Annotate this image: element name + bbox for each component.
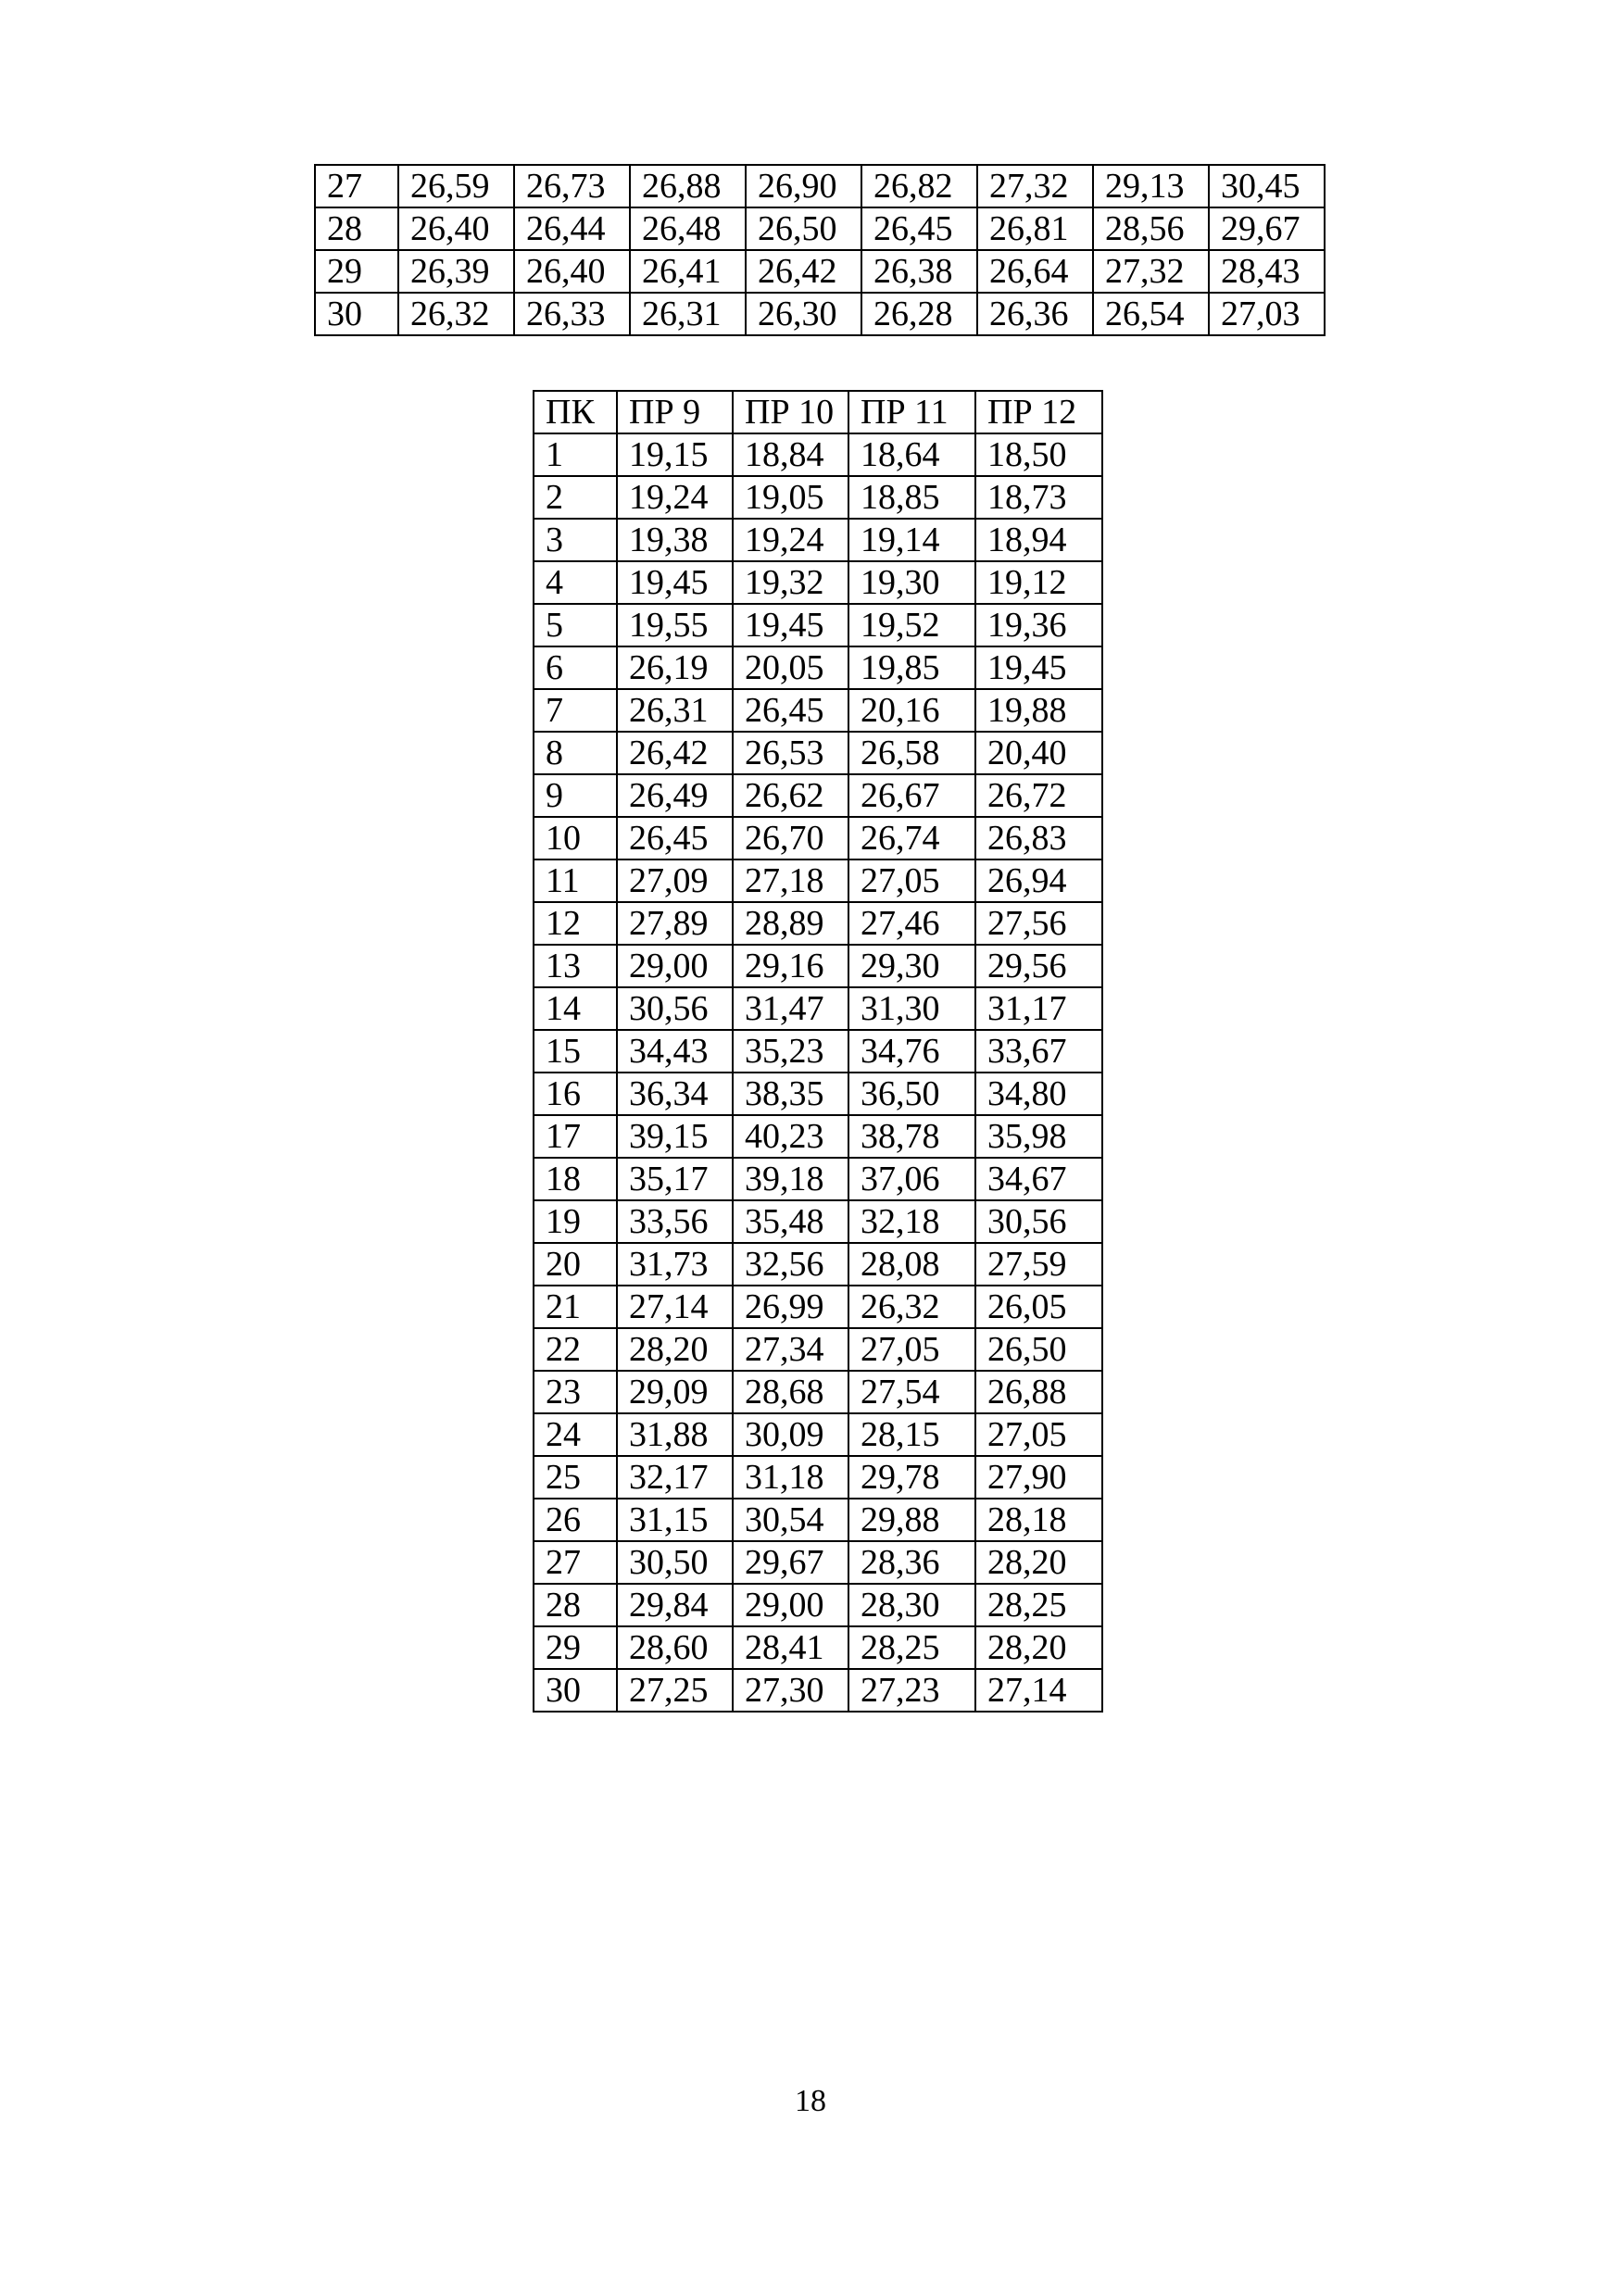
value-cell: 26,62 <box>733 774 848 817</box>
value-cell: 29,09 <box>617 1371 733 1413</box>
value-cell: 26,33 <box>514 293 630 335</box>
value-cell: 28,20 <box>975 1626 1102 1669</box>
value-cell: 19,55 <box>617 604 733 646</box>
value-cell: 26,19 <box>617 646 733 689</box>
value-cell: 27,46 <box>848 902 975 945</box>
value-cell: 26,50 <box>975 1328 1102 1371</box>
value-cell: 18,73 <box>975 476 1102 519</box>
value-cell: 28,43 <box>1209 250 1325 293</box>
value-cell: 26,50 <box>746 207 861 250</box>
header-cell-pr9: ПР 9 <box>617 391 733 433</box>
value-cell: 28,20 <box>975 1541 1102 1584</box>
table-row <box>534 1200 1102 1243</box>
value-cell: 26,39 <box>398 250 514 293</box>
value-cell: 35,17 <box>617 1158 733 1200</box>
value-cell: 35,23 <box>733 1030 848 1073</box>
table-row <box>534 1669 1102 1712</box>
table-row <box>534 476 1102 519</box>
value-cell: 26,81 <box>977 207 1093 250</box>
row-label-cell: 14 <box>534 987 617 1030</box>
table-row <box>534 774 1102 817</box>
value-cell: 27,30 <box>733 1669 848 1712</box>
value-cell: 26,74 <box>848 817 975 859</box>
value-cell: 27,32 <box>1093 250 1209 293</box>
value-cell: 18,94 <box>975 519 1102 561</box>
value-cell: 28,25 <box>848 1626 975 1669</box>
value-cell: 19,14 <box>848 519 975 561</box>
row-label-cell: 30 <box>534 1669 617 1712</box>
value-cell: 33,67 <box>975 1030 1102 1073</box>
value-cell: 31,73 <box>617 1243 733 1286</box>
value-cell: 26,45 <box>733 689 848 732</box>
table-row <box>534 1073 1102 1115</box>
value-cell: 28,60 <box>617 1626 733 1669</box>
value-cell: 32,18 <box>848 1200 975 1243</box>
value-cell: 26,88 <box>630 165 746 207</box>
value-cell: 26,44 <box>514 207 630 250</box>
header-cell-pr10: ПР 10 <box>733 391 848 433</box>
value-cell: 26,94 <box>975 859 1102 902</box>
value-cell: 35,98 <box>975 1115 1102 1158</box>
value-cell: 26,32 <box>398 293 514 335</box>
row-label-cell: 1 <box>534 433 617 476</box>
value-cell: 26,59 <box>398 165 514 207</box>
value-cell: 27,34 <box>733 1328 848 1371</box>
value-cell: 26,32 <box>848 1286 975 1328</box>
value-cell: 34,43 <box>617 1030 733 1073</box>
value-cell: 26,40 <box>398 207 514 250</box>
value-cell: 30,09 <box>733 1413 848 1456</box>
value-cell: 19,15 <box>617 433 733 476</box>
value-cell: 31,47 <box>733 987 848 1030</box>
value-cell: 30,54 <box>733 1499 848 1541</box>
value-cell: 26,45 <box>861 207 977 250</box>
value-cell: 29,56 <box>975 945 1102 987</box>
row-label-cell: 5 <box>534 604 617 646</box>
value-cell: 35,48 <box>733 1200 848 1243</box>
row-label-cell: 25 <box>534 1456 617 1499</box>
value-cell: 29,00 <box>617 945 733 987</box>
value-cell: 27,89 <box>617 902 733 945</box>
main-table-body <box>534 433 1102 1712</box>
value-cell: 28,36 <box>848 1541 975 1584</box>
row-label-cell: 27 <box>315 165 398 207</box>
row-label-cell: 7 <box>534 689 617 732</box>
table-row <box>315 165 1325 207</box>
value-cell: 30,45 <box>1209 165 1325 207</box>
value-cell: 37,06 <box>848 1158 975 1200</box>
value-cell: 27,18 <box>733 859 848 902</box>
value-cell: 19,52 <box>848 604 975 646</box>
value-cell: 27,05 <box>975 1413 1102 1456</box>
row-label-cell: 12 <box>534 902 617 945</box>
row-label-cell: 19 <box>534 1200 617 1243</box>
value-cell: 30,56 <box>975 1200 1102 1243</box>
value-cell: 38,35 <box>733 1073 848 1115</box>
row-label-cell: 21 <box>534 1286 617 1328</box>
value-cell: 18,50 <box>975 433 1102 476</box>
table-row <box>534 689 1102 732</box>
top-data-table <box>314 164 1326 336</box>
value-cell: 27,03 <box>1209 293 1325 335</box>
value-cell: 31,17 <box>975 987 1102 1030</box>
row-label-cell: 27 <box>534 1541 617 1584</box>
main-table-header <box>534 391 1102 433</box>
table-row <box>315 293 1325 335</box>
row-label-cell: 20 <box>534 1243 617 1286</box>
value-cell: 26,31 <box>630 293 746 335</box>
value-cell: 31,18 <box>733 1456 848 1499</box>
table-row <box>315 207 1325 250</box>
row-label-cell: 16 <box>534 1073 617 1115</box>
value-cell: 27,90 <box>975 1456 1102 1499</box>
row-label-cell: 9 <box>534 774 617 817</box>
value-cell: 40,23 <box>733 1115 848 1158</box>
value-cell: 28,25 <box>975 1584 1102 1626</box>
value-cell: 29,30 <box>848 945 975 987</box>
main-data-table <box>533 390 1103 1713</box>
value-cell: 39,18 <box>733 1158 848 1200</box>
value-cell: 38,78 <box>848 1115 975 1158</box>
value-cell: 28,56 <box>1093 207 1209 250</box>
value-cell: 26,38 <box>861 250 977 293</box>
row-label-cell: 30 <box>315 293 398 335</box>
value-cell: 26,42 <box>746 250 861 293</box>
value-cell: 34,76 <box>848 1030 975 1073</box>
row-label-cell: 15 <box>534 1030 617 1073</box>
top-table-body <box>315 165 1325 335</box>
value-cell: 26,73 <box>514 165 630 207</box>
value-cell: 29,67 <box>733 1541 848 1584</box>
table-row <box>534 1371 1102 1413</box>
value-cell: 26,83 <box>975 817 1102 859</box>
value-cell: 31,15 <box>617 1499 733 1541</box>
value-cell: 26,36 <box>977 293 1093 335</box>
value-cell: 26,31 <box>617 689 733 732</box>
table-row <box>534 646 1102 689</box>
value-cell: 27,23 <box>848 1669 975 1712</box>
value-cell: 26,88 <box>975 1371 1102 1413</box>
value-cell: 26,45 <box>617 817 733 859</box>
row-label-cell: 13 <box>534 945 617 987</box>
value-cell: 29,16 <box>733 945 848 987</box>
value-cell: 26,05 <box>975 1286 1102 1328</box>
value-cell: 26,53 <box>733 732 848 774</box>
value-cell: 31,88 <box>617 1413 733 1456</box>
value-cell: 19,88 <box>975 689 1102 732</box>
row-label-cell: 23 <box>534 1371 617 1413</box>
table-row <box>534 1030 1102 1073</box>
page-number: 18 <box>795 2084 826 2118</box>
header-cell-pk: ПК <box>534 391 617 433</box>
row-label-cell: 24 <box>534 1413 617 1456</box>
value-cell: 34,80 <box>975 1073 1102 1115</box>
value-cell: 28,18 <box>975 1499 1102 1541</box>
row-label-cell: 26 <box>534 1499 617 1541</box>
value-cell: 31,30 <box>848 987 975 1030</box>
value-cell: 18,85 <box>848 476 975 519</box>
table-row <box>534 1584 1102 1626</box>
value-cell: 27,14 <box>975 1669 1102 1712</box>
value-cell: 28,08 <box>848 1243 975 1286</box>
row-label-cell: 29 <box>315 250 398 293</box>
table-row <box>534 1328 1102 1371</box>
value-cell: 33,56 <box>617 1200 733 1243</box>
table-row <box>534 1243 1102 1286</box>
value-cell: 30,56 <box>617 987 733 1030</box>
value-cell: 19,45 <box>617 561 733 604</box>
value-cell: 28,30 <box>848 1584 975 1626</box>
table-row <box>534 902 1102 945</box>
value-cell: 18,64 <box>848 433 975 476</box>
value-cell: 27,25 <box>617 1669 733 1712</box>
row-label-cell: 28 <box>534 1584 617 1626</box>
row-label-cell: 11 <box>534 859 617 902</box>
table-row <box>534 1286 1102 1328</box>
value-cell: 19,30 <box>848 561 975 604</box>
value-cell: 20,40 <box>975 732 1102 774</box>
value-cell: 26,40 <box>514 250 630 293</box>
table-row <box>534 1115 1102 1158</box>
table-row <box>534 433 1102 476</box>
value-cell: 26,48 <box>630 207 746 250</box>
value-cell: 28,20 <box>617 1328 733 1371</box>
row-label-cell: 6 <box>534 646 617 689</box>
row-label-cell: 8 <box>534 732 617 774</box>
value-cell: 26,82 <box>861 165 977 207</box>
value-cell: 26,70 <box>733 817 848 859</box>
value-cell: 26,72 <box>975 774 1102 817</box>
row-label-cell: 18 <box>534 1158 617 1200</box>
value-cell: 27,05 <box>848 1328 975 1371</box>
table-row <box>534 1158 1102 1200</box>
table-row <box>534 732 1102 774</box>
header-row <box>534 391 1102 433</box>
row-label-cell: 2 <box>534 476 617 519</box>
value-cell: 26,67 <box>848 774 975 817</box>
value-cell: 29,67 <box>1209 207 1325 250</box>
value-cell: 27,59 <box>975 1243 1102 1286</box>
value-cell: 19,12 <box>975 561 1102 604</box>
row-label-cell: 4 <box>534 561 617 604</box>
value-cell: 29,88 <box>848 1499 975 1541</box>
value-cell: 19,38 <box>617 519 733 561</box>
row-label-cell: 3 <box>534 519 617 561</box>
value-cell: 32,56 <box>733 1243 848 1286</box>
value-cell: 26,42 <box>617 732 733 774</box>
value-cell: 27,54 <box>848 1371 975 1413</box>
value-cell: 30,50 <box>617 1541 733 1584</box>
value-cell: 29,78 <box>848 1456 975 1499</box>
value-cell: 29,13 <box>1093 165 1209 207</box>
value-cell: 19,85 <box>848 646 975 689</box>
value-cell: 29,84 <box>617 1584 733 1626</box>
table-row <box>534 1541 1102 1584</box>
row-label-cell: 28 <box>315 207 398 250</box>
table-row <box>534 1456 1102 1499</box>
value-cell: 29,00 <box>733 1584 848 1626</box>
value-cell: 27,05 <box>848 859 975 902</box>
table-row <box>534 1499 1102 1541</box>
table-row <box>534 945 1102 987</box>
value-cell: 19,24 <box>733 519 848 561</box>
value-cell: 19,36 <box>975 604 1102 646</box>
value-cell: 18,84 <box>733 433 848 476</box>
value-cell: 26,64 <box>977 250 1093 293</box>
table-row <box>534 859 1102 902</box>
value-cell: 20,05 <box>733 646 848 689</box>
row-label-cell: 29 <box>534 1626 617 1669</box>
value-cell: 19,45 <box>733 604 848 646</box>
value-cell: 26,90 <box>746 165 861 207</box>
table-row <box>534 519 1102 561</box>
header-cell-pr12: ПР 12 <box>975 391 1102 433</box>
value-cell: 19,05 <box>733 476 848 519</box>
table-row <box>534 604 1102 646</box>
value-cell: 27,09 <box>617 859 733 902</box>
value-cell: 39,15 <box>617 1115 733 1158</box>
row-label-cell: 10 <box>534 817 617 859</box>
value-cell: 27,56 <box>975 902 1102 945</box>
table-row <box>534 987 1102 1030</box>
value-cell: 32,17 <box>617 1456 733 1499</box>
table-row <box>534 1626 1102 1669</box>
value-cell: 28,68 <box>733 1371 848 1413</box>
value-cell: 36,34 <box>617 1073 733 1115</box>
value-cell: 26,30 <box>746 293 861 335</box>
value-cell: 36,50 <box>848 1073 975 1115</box>
value-cell: 20,16 <box>848 689 975 732</box>
value-cell: 28,41 <box>733 1626 848 1669</box>
value-cell: 19,24 <box>617 476 733 519</box>
row-label-cell: 17 <box>534 1115 617 1158</box>
table-row <box>534 1413 1102 1456</box>
value-cell: 34,67 <box>975 1158 1102 1200</box>
table-row <box>315 250 1325 293</box>
value-cell: 26,41 <box>630 250 746 293</box>
row-label-cell: 22 <box>534 1328 617 1371</box>
header-cell-pr11: ПР 11 <box>848 391 975 433</box>
value-cell: 26,99 <box>733 1286 848 1328</box>
value-cell: 26,54 <box>1093 293 1209 335</box>
value-cell: 19,45 <box>975 646 1102 689</box>
value-cell: 27,14 <box>617 1286 733 1328</box>
value-cell: 19,32 <box>733 561 848 604</box>
value-cell: 26,49 <box>617 774 733 817</box>
value-cell: 28,15 <box>848 1413 975 1456</box>
value-cell: 26,28 <box>861 293 977 335</box>
value-cell: 28,89 <box>733 902 848 945</box>
table-row <box>534 817 1102 859</box>
table-row <box>534 561 1102 604</box>
value-cell: 26,58 <box>848 732 975 774</box>
value-cell: 27,32 <box>977 165 1093 207</box>
